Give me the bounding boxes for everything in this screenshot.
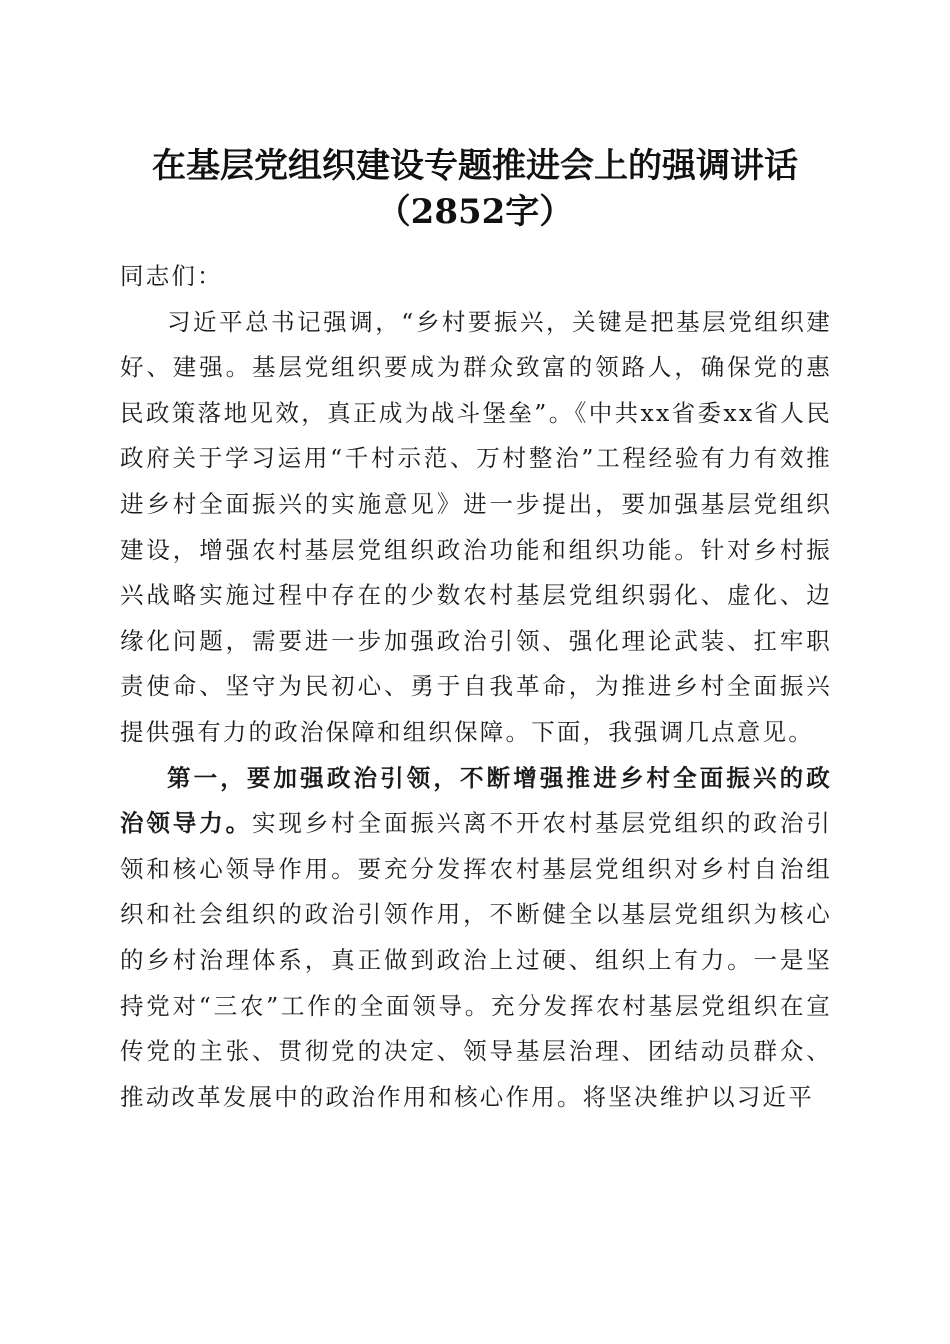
paragraph-first-point [120, 756, 832, 1121]
document-subtitle-word-count: （2852字） [376, 192, 574, 232]
document-body [120, 254, 832, 1120]
paragraph-intro: 习近平总书记强调，“乡村要振兴，关键是把基层党组织建好、建强。基层党组织要成为群众致富的领路人，确保党的惠民政策落地见效，真正成为战斗堡垒”。《中共xx省委xx省人民政府关于学习运用“千村示范、万村整治”工程经验有力有效推进乡村全面振兴的实施意见》进一步提出，要加强基层党组织建设，增强农村基层党组织政治功能和组织功能。针对乡村振兴战略实施过程中存在的少数农村基层党组织弱化、虚化、边缘化问题，需要进一步加强政治引领、强化理论武装、扛牢职责使命、坚守为民初心、勇于自我革命，为推进乡村全面振兴提供强有力的政治保障和组织保障。下面，我强调几点意见。 [120, 307, 832, 746]
paragraph-first-point-body: 实现乡村全面振兴离不开农村基层党组织的政治引领和核心领导作用。要充分发挥农村基层党组织对乡村自治组织和社会组织的政治引领作用，不断健全以基层党组织为核心的乡村治理体系，真正做到政治上过硬、组织上有力。一是坚持党对“三农”工作的全面领导。充分发挥农村基层党组织在宣传党的主张、贯彻党的决定、领导基层治理、团结动员群众、推动改革发展中的政治作用和核心作用。将坚决维护以习近平 [120, 809, 832, 1111]
paragraph-first-point-heading: 第一，要加强政治引领，不断增强推进乡村全面振兴的政治领导力。 [120, 763, 832, 838]
document-title: 在基层党组织建设专题推进会上的强调讲话 [152, 146, 798, 186]
greeting: 同志们： [120, 262, 223, 290]
